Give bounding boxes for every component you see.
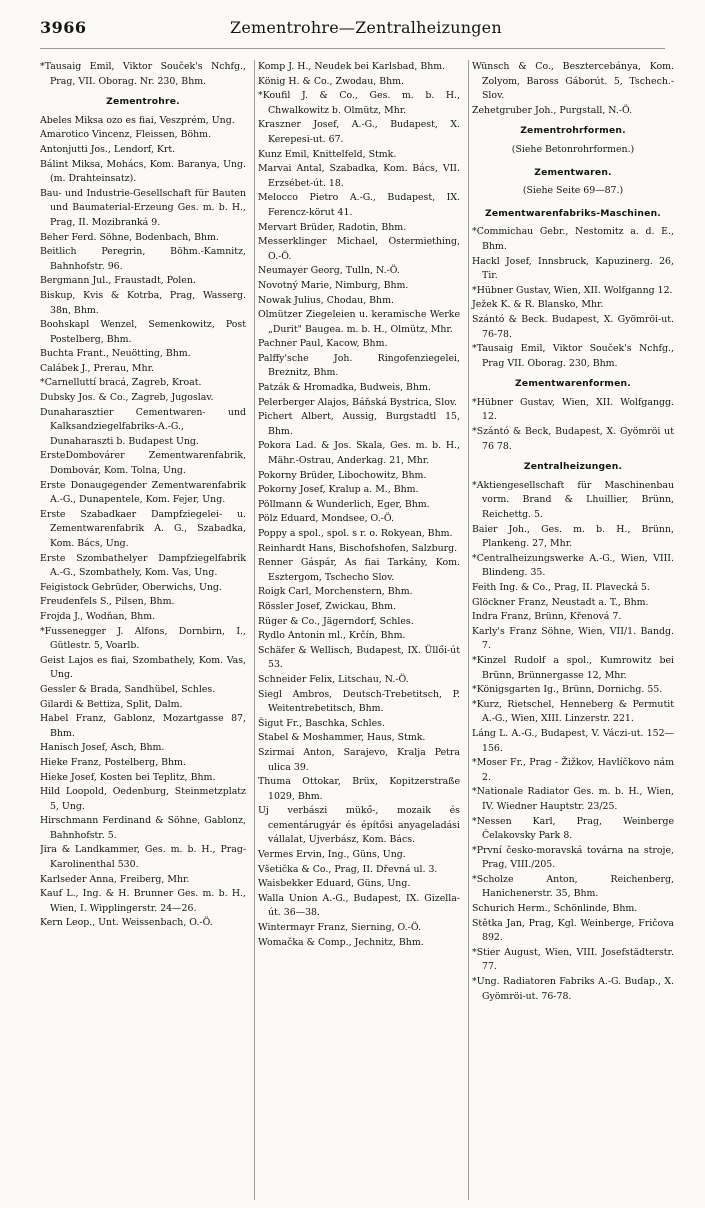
directory-entry: *Carnelluttí bracá, Zagreb, Kroat. [40, 377, 202, 389]
directory-entry: Feith Ing. & Co., Prag, II. Plavecká 5. [472, 582, 650, 593]
directory-entry: *Scholze Anton, Reichenberg, Hanichenerstr. 35, Bhm. [472, 873, 674, 900]
directory-entry: *Centralheizungswerke A.-G., Wien, VIII. Blindeng. 35. [472, 552, 674, 579]
directory-entry: Pokora Lad. & Jos. Skala, Ges. m. b. H., Mähr.-Ostrau, Anderkag. 21, Mhr. [258, 440, 460, 467]
directory-entry: *Hübner Gustav, Wien, XII. Wolfgangg. 12. [472, 396, 674, 423]
directory-entry: Hild Loopold, Oedenburg, Steinmetzplatz 5, Ung. [40, 786, 246, 812]
directory-entry: Dunaharasztier Cementwaren- und Kalksandziegelfabriks-A.-G., Dunaharaszti b. Budapest Ung. [40, 406, 246, 447]
directory-entry: Buchta Frant., Neuötting, Bhm. [40, 348, 191, 360]
directory-entry: Szántó & Beck. Budapest, X. Gyömröi-ut. 76-78. [472, 313, 674, 340]
directory-entry: *Königsgarten Ig., Brünn, Dornichg. 55. [472, 684, 663, 696]
directory-entry: Kunz Emil, Knittelfeld, Stmk. [258, 148, 397, 160]
directory-entry: Erste Szombathelyer Dampfziegelfabrik A.-G., Szombathely, Kom. Vas, Ung. [40, 552, 246, 579]
section-heading: Zementrohre. [106, 96, 180, 108]
directory-entry: *Tausaig Emil, Viktor Souček's Nchfg., Prag, VII. Oborag. Nr. 230, Bhm. [40, 61, 246, 87]
directory-entry: Uj verbászi mükő-, mozaik és cementárugyár és építősi anyageladási vállalat, Ujverbász, Kom. Bács. [258, 805, 460, 846]
directory-entry: Poppy a spol., spol. s r. o. Rokyean, Bhm. [258, 528, 453, 539]
directory-entry: Melocco Pietro A.-G., Budapest, IX. Ferencz-körut 41. [258, 192, 460, 218]
directory-entry: Erste Szabadkaer Dampfziegelei- u. Zementwarenfabrik A. G., Szabadka, Kom. Bács, Ung. [40, 508, 246, 549]
directory-entry: Palffy'sche Joh. Ringofenziegelei, Breznitz, Bhm. [258, 352, 460, 379]
directory-entry: Rüger & Co., Jägerndorf, Schles. [258, 615, 414, 627]
directory-entry: Karly's Franz Söhne, Wien, VII/1. Bandg. 7. [472, 625, 674, 652]
directory-entry: Beher Ferd. Söhne, Bodenbach, Bhm. [40, 231, 219, 243]
directory-entry: Kraszner Josef, A.-G., Budapest, X. Kerepesi-ut. 67. [258, 119, 460, 145]
directory-entry: Glöckner Franz, Neustadt a. T., Bhm. [472, 596, 649, 608]
directory-entry: Rössler Josef, Zwickau, Bhm. [258, 600, 397, 612]
directory-entry: Láng L. A.-G., Budapest, V. Váczi-ut. 152—156. [472, 727, 674, 754]
directory-entry: Hieke Franz, Postelberg, Bhm. [40, 756, 186, 768]
directory-entry: Ježek K. & R. Blansko, Mhr. [472, 299, 604, 311]
directory-entry: Schäfer & Wellisch, Budapest, IX. Üllői-út 53. [258, 644, 460, 671]
directory-entry: Thuma Ottokar, Brüx, Kopitzerstraße 1029, Bhm. [258, 776, 460, 802]
directory-entry: Gessler & Brada, Sandhübel, Schles. [40, 683, 216, 695]
directory-entry: Hackl Josef, Innsbruck, Kapuzinerg. 26, Tir. [472, 255, 674, 282]
page-header [40, 18, 665, 42]
directory-entry: Komp J. H., Neudek bei Karlsbad, Bhm. [258, 61, 446, 72]
directory-entry: Siegl Ambros, Deutsch-Trebetitsch, P. Weitentrebetitsch, Bhm. [258, 688, 460, 715]
directory-entry: Habel Franz, Gablonz, Mozartgasse 87, Bhm. [40, 713, 246, 739]
directory-entry: Neumayer Georg, Tulln, N.-Ö. [258, 265, 400, 277]
directory-entry: Waisbekker Eduard, Güns, Ung. [258, 878, 411, 890]
directory-entry: Pelerberger Alajos, Báňská Bystrica, Slov. [258, 396, 458, 408]
directory-entry: Amarotico Vincenz, Fleissen, Böhm. [40, 129, 212, 141]
directory-entry: Všetička & Co., Prag, II. Dřevná ul. 3. [258, 863, 438, 875]
directory-entry: Calábek J., Prerau, Mhr. [40, 362, 155, 374]
directory-entry: *Kurz, Rietschel, Henneberg & Permutit A.-G., Wien, XIII. Linzerstr. 221. [472, 698, 674, 725]
directory-entry: Wünsch & Co., Besztercebánya, Kom. Zolyom, Baross Gáborút. 5, Tschech.-Slov. [472, 61, 674, 102]
directory-entry: Patzák & Hromadka, Budweis, Bhm. [258, 382, 431, 394]
directory-entry: Frojda J., Wodňan, Bhm. [40, 610, 156, 622]
directory-entry: Szirmai Anton, Sarajevo, Kralja Petra ulica 39. [258, 746, 460, 773]
cross-reference-note: (Siehe Seite 69—87.) [522, 185, 624, 197]
directory-entry: Zehetgruber Joh., Purgstall, N.-Ö. [472, 104, 633, 116]
directory-entry: Messerklinger Michael, Ostermiething, O.-Ö. [258, 236, 460, 262]
directory-entry: König H. & Co., Zwodau, Bhm. [258, 75, 405, 87]
directory-entry: Wintermayr Franz, Sierning, O.-Ö. [258, 922, 421, 934]
directory-entry: Indra Franz, Brünn, Křenová 7. [472, 611, 622, 623]
directory-entry: Bau- und Industrie-Gesellschaft für Bauten und Baumaterial-Erzeung Ges. m. b. H., Prag, II. Mozibranká 9. [40, 187, 246, 228]
directory-entry: *Koufil J. & Co., Ges. m. b. H., Chwalkowitz b. Olmütz, Mhr. [258, 90, 460, 116]
directory-entry: Roigk Carl, Morchenstern, Bhm. [258, 586, 413, 598]
header-rule [40, 48, 665, 49]
directory-entry: *Hübner Gustav, Wien, XII. Wolfganng 12. [472, 284, 673, 296]
directory-entry: Karlseder Anna, Freiberg, Mhr. [40, 873, 190, 885]
running-title: Zementrohre—Zentralheizungen [230, 18, 502, 37]
directory-entry: Mervart Brüder, Radotin, Bhm. [258, 221, 407, 233]
page-number: 3966 [40, 18, 87, 37]
directory-entry: Marvai Antal, Szabadka, Kom. Bács, VII. Erzsébet-út. 18. [258, 163, 460, 189]
directory-entry: Gilardi & Bettiza, Split, Dalm. [40, 698, 183, 710]
directory-entry: *Fussenegger J. Alfons, Dornbirn, I., Gütlestr. 5, Voarlb. [40, 625, 246, 652]
directory-entry: Pachner Paul, Kacow, Bhm. [258, 338, 388, 350]
directory-entry: Kern Leop., Unt. Weissenbach, O.-Ö. [40, 917, 213, 929]
directory-entry: Olmützer Ziegeleien u. keramische Werke „Durit" Baugea. m. b. H., Olmütz, Mhr. [258, 309, 460, 335]
directory-entry: Freudenfels S., Pilsen, Bhm. [40, 596, 175, 608]
directory-entry: Dubsky Jos. & Co., Zagreb, Jugoslav. [40, 392, 214, 404]
directory-entry: Bálint Miksa, Mohács, Kom. Baranya, Ung. (m. Drahteinsatz). [40, 158, 246, 185]
cross-reference-note: (Siehe Betonrohrformen.) [511, 143, 635, 155]
directory-entry: Vermes Ervin, Ing., Güns, Ung. [258, 849, 406, 861]
directory-entry: Pichert Albert, Aussig, Burgstadtl 15, Bhm. [258, 411, 460, 437]
directory-entry: Kauf L., Ing. & H. Brunner Ges. m. b. H., Wien, I. Wipplingerstr. 24—26. [40, 888, 246, 914]
directory-entry: Hanisch Josef, Asch, Bhm. [40, 742, 165, 754]
directory-entry: Nowak Julius, Chodau, Bhm. [258, 294, 394, 306]
directory-entry: Hieke Josef, Kosten bei Teplitz, Bhm. [40, 771, 216, 783]
directory-entry: *Kinzel Rudolf a spol., Kumrowitz bei Brünn, Brünnergasse 12, Mhr. [472, 654, 674, 681]
directory-entry: *Nationale Radiator Ges. m. b. H., Wien, IV. Wiedner Hauptstr. 23/25. [472, 786, 674, 812]
directory-entry: Erste Donaugegender Zementwarenfabrik A.-G., Dunapentele, Kom. Fejer, Ung. [40, 479, 246, 506]
directory-entry: Pokorny Brüder, Libochowitz, Bhm. [258, 469, 427, 481]
directory-entry: Hirschmann Ferdinand & Söhne, Gablonz, Bahnhofstr. 5. [40, 815, 246, 841]
directory-entry: Šigut Fr., Baschka, Schles. [258, 717, 385, 729]
section-heading: Zementwaren. [534, 166, 612, 178]
directory-entry: ErsteDombovárer Zementwarenfabrik, Dombovár, Kom. Tolna, Ung. [40, 450, 246, 477]
directory-entry: Pölz Eduard, Mondsee, O.-Ö. [258, 513, 394, 525]
directory-entry: *Tausaig Emil, Viktor Souček's Nchfg., Prag VII. Oborag. 230, Bhm. [472, 343, 674, 369]
directory-entry: Walla Union A.-G., Budapest, IX. Gizella-út. 36—38. [258, 892, 460, 919]
directory-entry: Abeles Miksa ozo es fiai, Veszprém, Ung. [40, 114, 235, 126]
directory-entry: Pöllmann & Wunderlich, Eger, Bhm. [258, 498, 430, 510]
directory-entry: *Commichau Gebr., Nestomitz a. d. E., Bhm. [472, 226, 674, 252]
directory-entry: Antonjutti Jos., Lendorf, Krt. [40, 143, 176, 155]
directory-entry: Schurich Herm., Schönlinde, Bhm. [472, 903, 638, 915]
directory-entry: Womačka & Comp., Jechnitz, Bhm. [258, 936, 424, 948]
directory-entry: *První česko-moravská továrna na stroje, Prag, VIII./205. [472, 844, 674, 871]
directory-entry: Stabel & Moshammer, Haus, Stmk. [258, 732, 426, 744]
directory-entry: Novotný Marie, Nimburg, Bhm. [258, 279, 409, 291]
directory-entry: Baier Joh., Ges. m. b. H., Brünn, Plankeng. 27, Mhr. [472, 523, 674, 550]
directory-entry: Feigistock Gebrüder, Oberwichs, Ung. [40, 581, 222, 593]
directory-entry: Jira & Landkammer, Ges. m. b. H., Prag-Karolinenthal 530. [40, 844, 246, 871]
section-heading: Zementrohrformen. [520, 125, 626, 137]
column-3 [468, 60, 674, 1200]
directory-entry: *Ung. Radiatoren Fabriks A.-G. Budap., X. Gyömröi-ut. 76-78. [472, 976, 674, 1002]
section-heading: Zementwarenformen. [515, 378, 631, 390]
directory-entry: Biskup, Kvis & Kotrba, Prag, Wasserg. 38n, Bhm. [40, 289, 246, 316]
directory-entry: *Aktiengesellschaft für Maschinenbau vorm. Brand & Lhuillier, Brünn, Reichettg. 5. [472, 479, 674, 521]
column-2 [254, 60, 460, 1200]
directory-entry: Beitlich Peregrin, Böhm.-Kamnitz, Bahnhofstr. 96. [40, 246, 246, 272]
directory-entry: Rydlo Antonin ml., Krčín, Bhm. [258, 630, 406, 642]
directory-entry: Schneider Felix, Litschau, N.-Ö. [258, 673, 409, 685]
directory-entry: *Moser Fr., Prag - Žižkov, Havlíčkovo nám 2. [472, 757, 674, 783]
directory-entry: Stětka Jan, Prag, Kgl. Weinberge, Fričova 892. [472, 917, 674, 944]
directory-entry: Reinhardt Hans, Bischofshofen, Salzburg. [258, 542, 458, 554]
directory-entry: Bergmann Jul., Fraustadt, Polen. [40, 275, 196, 287]
directory-entry: Geist Lajos es fiai, Szombathely, Kom. Vas, Ung. [40, 654, 246, 681]
directory-entry: Boohskapl Wenzel, Semenkowitz, Post Postelberg, Bhm. [40, 319, 246, 345]
section-heading: Zementwarenfabriks-Maschinen. [484, 207, 661, 219]
columns [40, 60, 674, 1200]
column-1 [40, 60, 246, 1200]
directory-entry: *Nessen Karl, Prag, Weinberge Čelakovsky Park 8. [472, 815, 674, 842]
directory-entry: *Szántó & Beck, Budapest, X. Gyömröi ut 76 78. [472, 426, 674, 452]
directory-entry: *Stier August, Wien, VIII. Josefstädterstr. 77. [472, 946, 674, 973]
directory-entry: Renner Gáspár, As fiai Tarkány, Kom. Esztergom, Tschecho Slov. [258, 557, 460, 583]
directory-entry: Pokorny Josef, Kralup a. M., Bhm. [258, 484, 419, 496]
section-heading: Zentralheizungen. [523, 461, 623, 473]
